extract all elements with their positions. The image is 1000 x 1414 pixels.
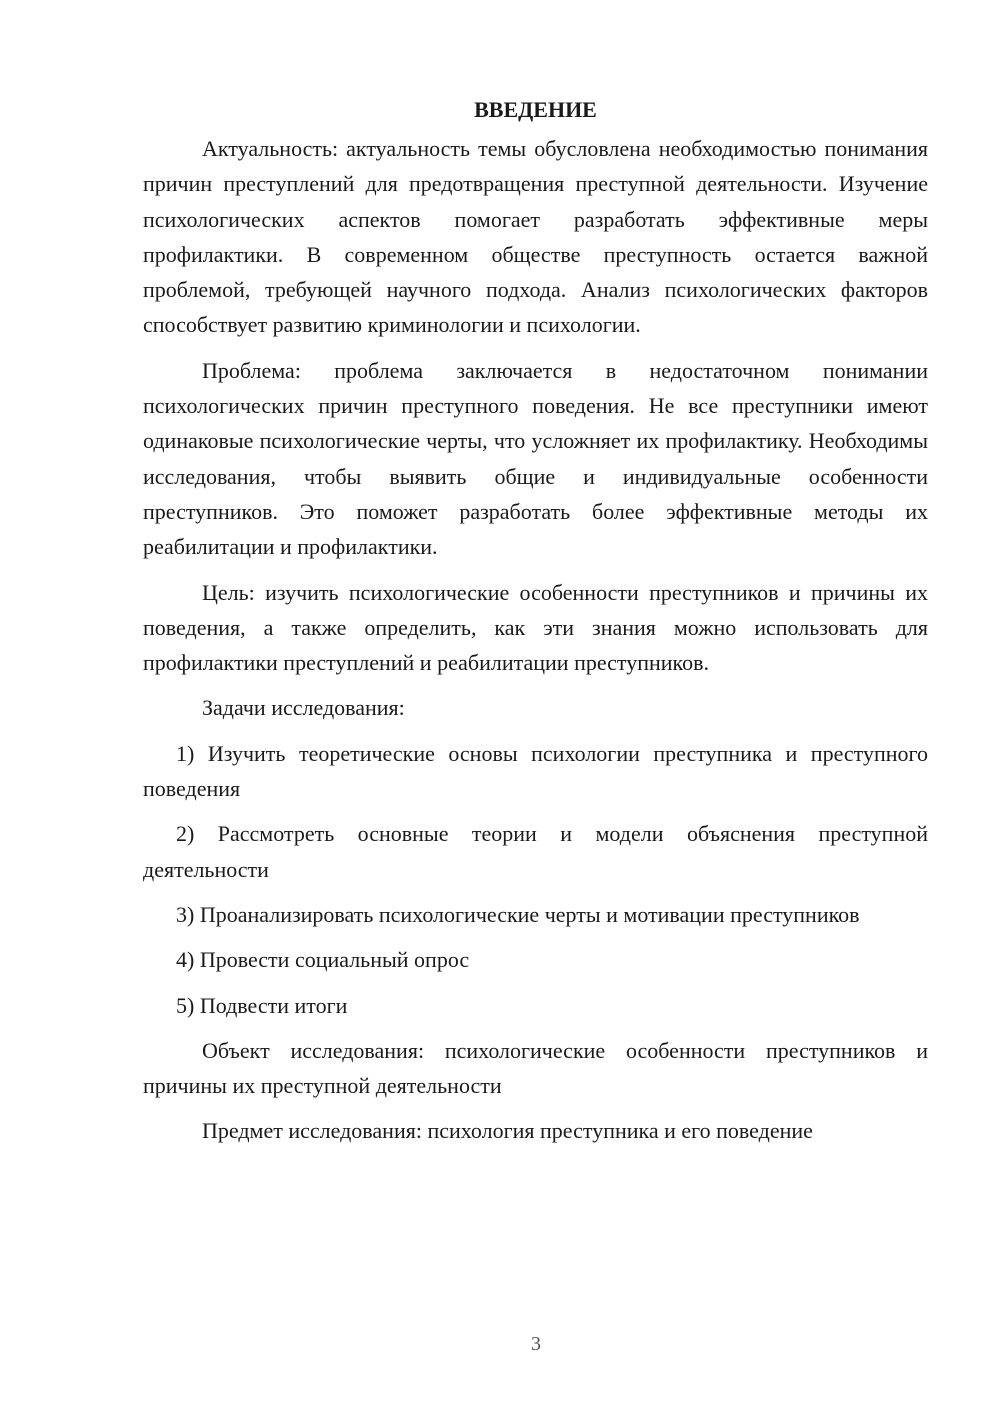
page-number: 3: [531, 1333, 541, 1355]
object-paragraph: Объект исследования: психологические особенности преступников и причины их преступной деятельности: [143, 1037, 928, 1099]
problem-paragraph: Проблема: проблема заключается в недостаточном понимании психологических причин преступного поведения. Не все преступники имеют одинаковые психологические черты, что усложняет их профилактику. Необходимы исследования, чтобы выявить общие и индивидуальные особенности преступников. Это поможет разработать более эффективные методы их реабилитации и профилактики.: [143, 357, 928, 560]
section-heading: ВВЕДЕНИЕ: [474, 97, 597, 122]
task-item: 5) Подвести итоги: [176, 992, 348, 1018]
task-item: 3) Проанализировать психологические черты и мотивации преступников: [176, 901, 860, 927]
task-item: 4) Провести социальный опрос: [176, 947, 470, 973]
tasks-intro: Задачи исследования:: [202, 695, 405, 721]
tasks-list: [143, 736, 928, 1023]
task-item: 1) Изучить теоретические основы психологии преступника и преступного поведения: [143, 740, 928, 802]
document-page: [143, 92, 928, 1159]
task-item: 2) Рассмотреть основные теории и модели объяснения преступной деятельности: [143, 821, 928, 882]
subject-paragraph: Предмет исследования: психология преступника и его поведение: [202, 1118, 813, 1144]
relevance-paragraph: Актуальность: актуальность темы обусловлена необходимостью понимания причин преступлений для предотвращения преступной деятельности. Изучение психологических аспектов помогает разработать эффективные меры профилактики. В современном обществе преступность остается важной проблемой, требующей научного подхода. Анализ психологических факторов способствует развитию криминологии и психологии.: [143, 136, 928, 338]
goal-paragraph: Цель: изучить психологические особенности преступников и причины их поведения, а также определить, как эти знания можно использовать для профилактики преступлений и реабилитации преступников.: [143, 579, 928, 676]
